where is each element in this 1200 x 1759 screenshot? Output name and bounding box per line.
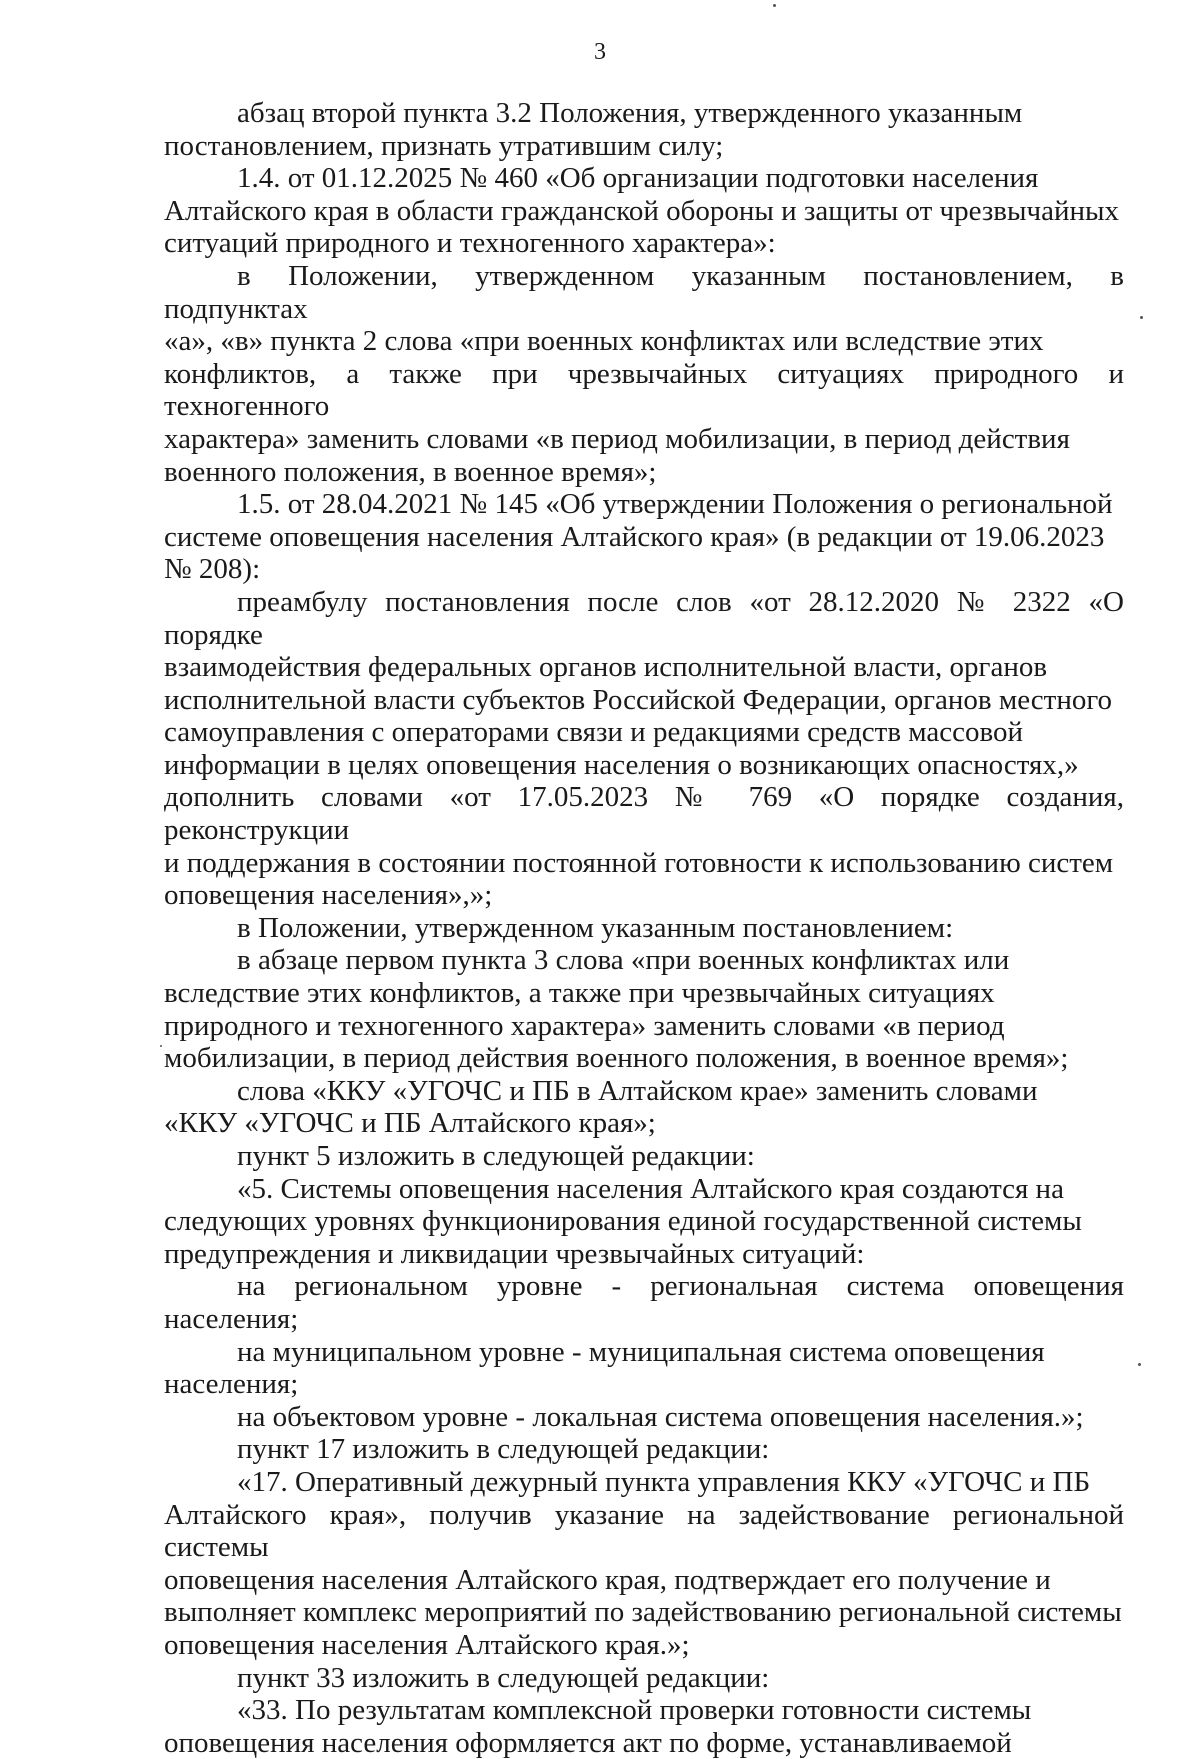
page-number: 3 [594,39,606,65]
paragraph: 1.5. от 28.04.2021 № 145 «Об утверждении Положения о региональной системе оповещения населения Алтайского края» (в редакции от 19.06.2023 № 208): [164,488,1113,586]
paragraph: в Положении, утвержденном указанным постановлением, в подпунктах «а», «в» пункта 2 слова «при военных конфликтах или вследствие этих конфликтов, а также при чрезвычайных ситуациях природного и техногенного характера» заменить словами «в период мобилизации, в период действия военного положения, в военное время»; [164,259,1124,488]
paragraph: слова «ККУ «УГОЧС и ПБ в Алтайском крае» заменить словами «ККУ «УГОЧС и ПБ Алтайского края»; [164,1074,1038,1140]
paragraph: пункт 17 изложить в следующей редакции: [237,1433,770,1466]
paragraph: «5. Системы оповещения населения Алтайского края создаются на следующих уровнях функционирования единой государственной системы предупреждения и ликвидации чрезвычайных ситуаций: [164,1172,1082,1270]
paragraph: 1.4. от 01.12.2025 № 460 «Об организации подготовки населения Алтайского края в области гражданской обороны и защиты от чрезвычайных ситуаций природного и техногенного характера»: [164,162,1119,260]
paragraph: в абзаце первом пункта 3 слова «при военных конфликтах или вследствие этих конфликтов, а также при чрезвычайных ситуациях природного и техногенного характера» заменить словами «в период мобилизации, в период действия военного положения, в военное время»; [164,944,1069,1075]
paragraph: на региональном уровне - региональная система оповещения населения; [164,1270,1124,1335]
paragraph: «17. Оперативный дежурный пункта управления ККУ «УГОЧС и ПБ Алтайского края», получив указание на задействование региональной системы оповещения населения Алтайского края, подтверждает его получение и выполняет комплекс мероприятий по задействованию региональной системы оповещения населения Алтайского края.»; [164,1465,1124,1661]
scan-speck [1138,1363,1141,1366]
paragraph: пункт 33 изложить в следующей редакции: [237,1661,770,1694]
paragraph: пункт 5 изложить в следующей редакции: [237,1140,755,1172]
scan-speck [1140,316,1143,319]
scan-speck [160,1045,162,1047]
paragraph: «33. По результатам комплексной проверки готовности системы оповещения населения оформляется акт по форме, устанавливаемой [164,1694,1032,1759]
scan-speck [773,4,776,7]
document-body [164,97,1124,1759]
paragraph: в Положении, утвержденном указанным постановлением: [237,911,954,944]
paragraph: преамбулу постановления после слов «от 28.12.2020 № 2322 «О порядке взаимодействия федеральных органов исполнительной власти, органов исполнительной власти субъектов Российской Федерации, органов местного самоуправления с операторами связи и редакциями средств массовой информации в целях оповещения населения о возникающих опасностях,» дополнить словами «от 17.05.2023 № 769 «О порядке создания, реконструкции и поддержания в состоянии постоянной готовности к использованию систем оповещения населения»,»; [164,585,1124,912]
paragraph: абзац второй пункта 3.2 Положения, утвержденного указанным постановлением, признать утратившим силу; [164,97,1023,162]
paragraph: на объектовом уровне - локальная система оповещения населения.»; [237,1400,1084,1433]
paragraph: на муниципальном уровне - муниципальная система оповещения населения; [164,1335,1045,1401]
